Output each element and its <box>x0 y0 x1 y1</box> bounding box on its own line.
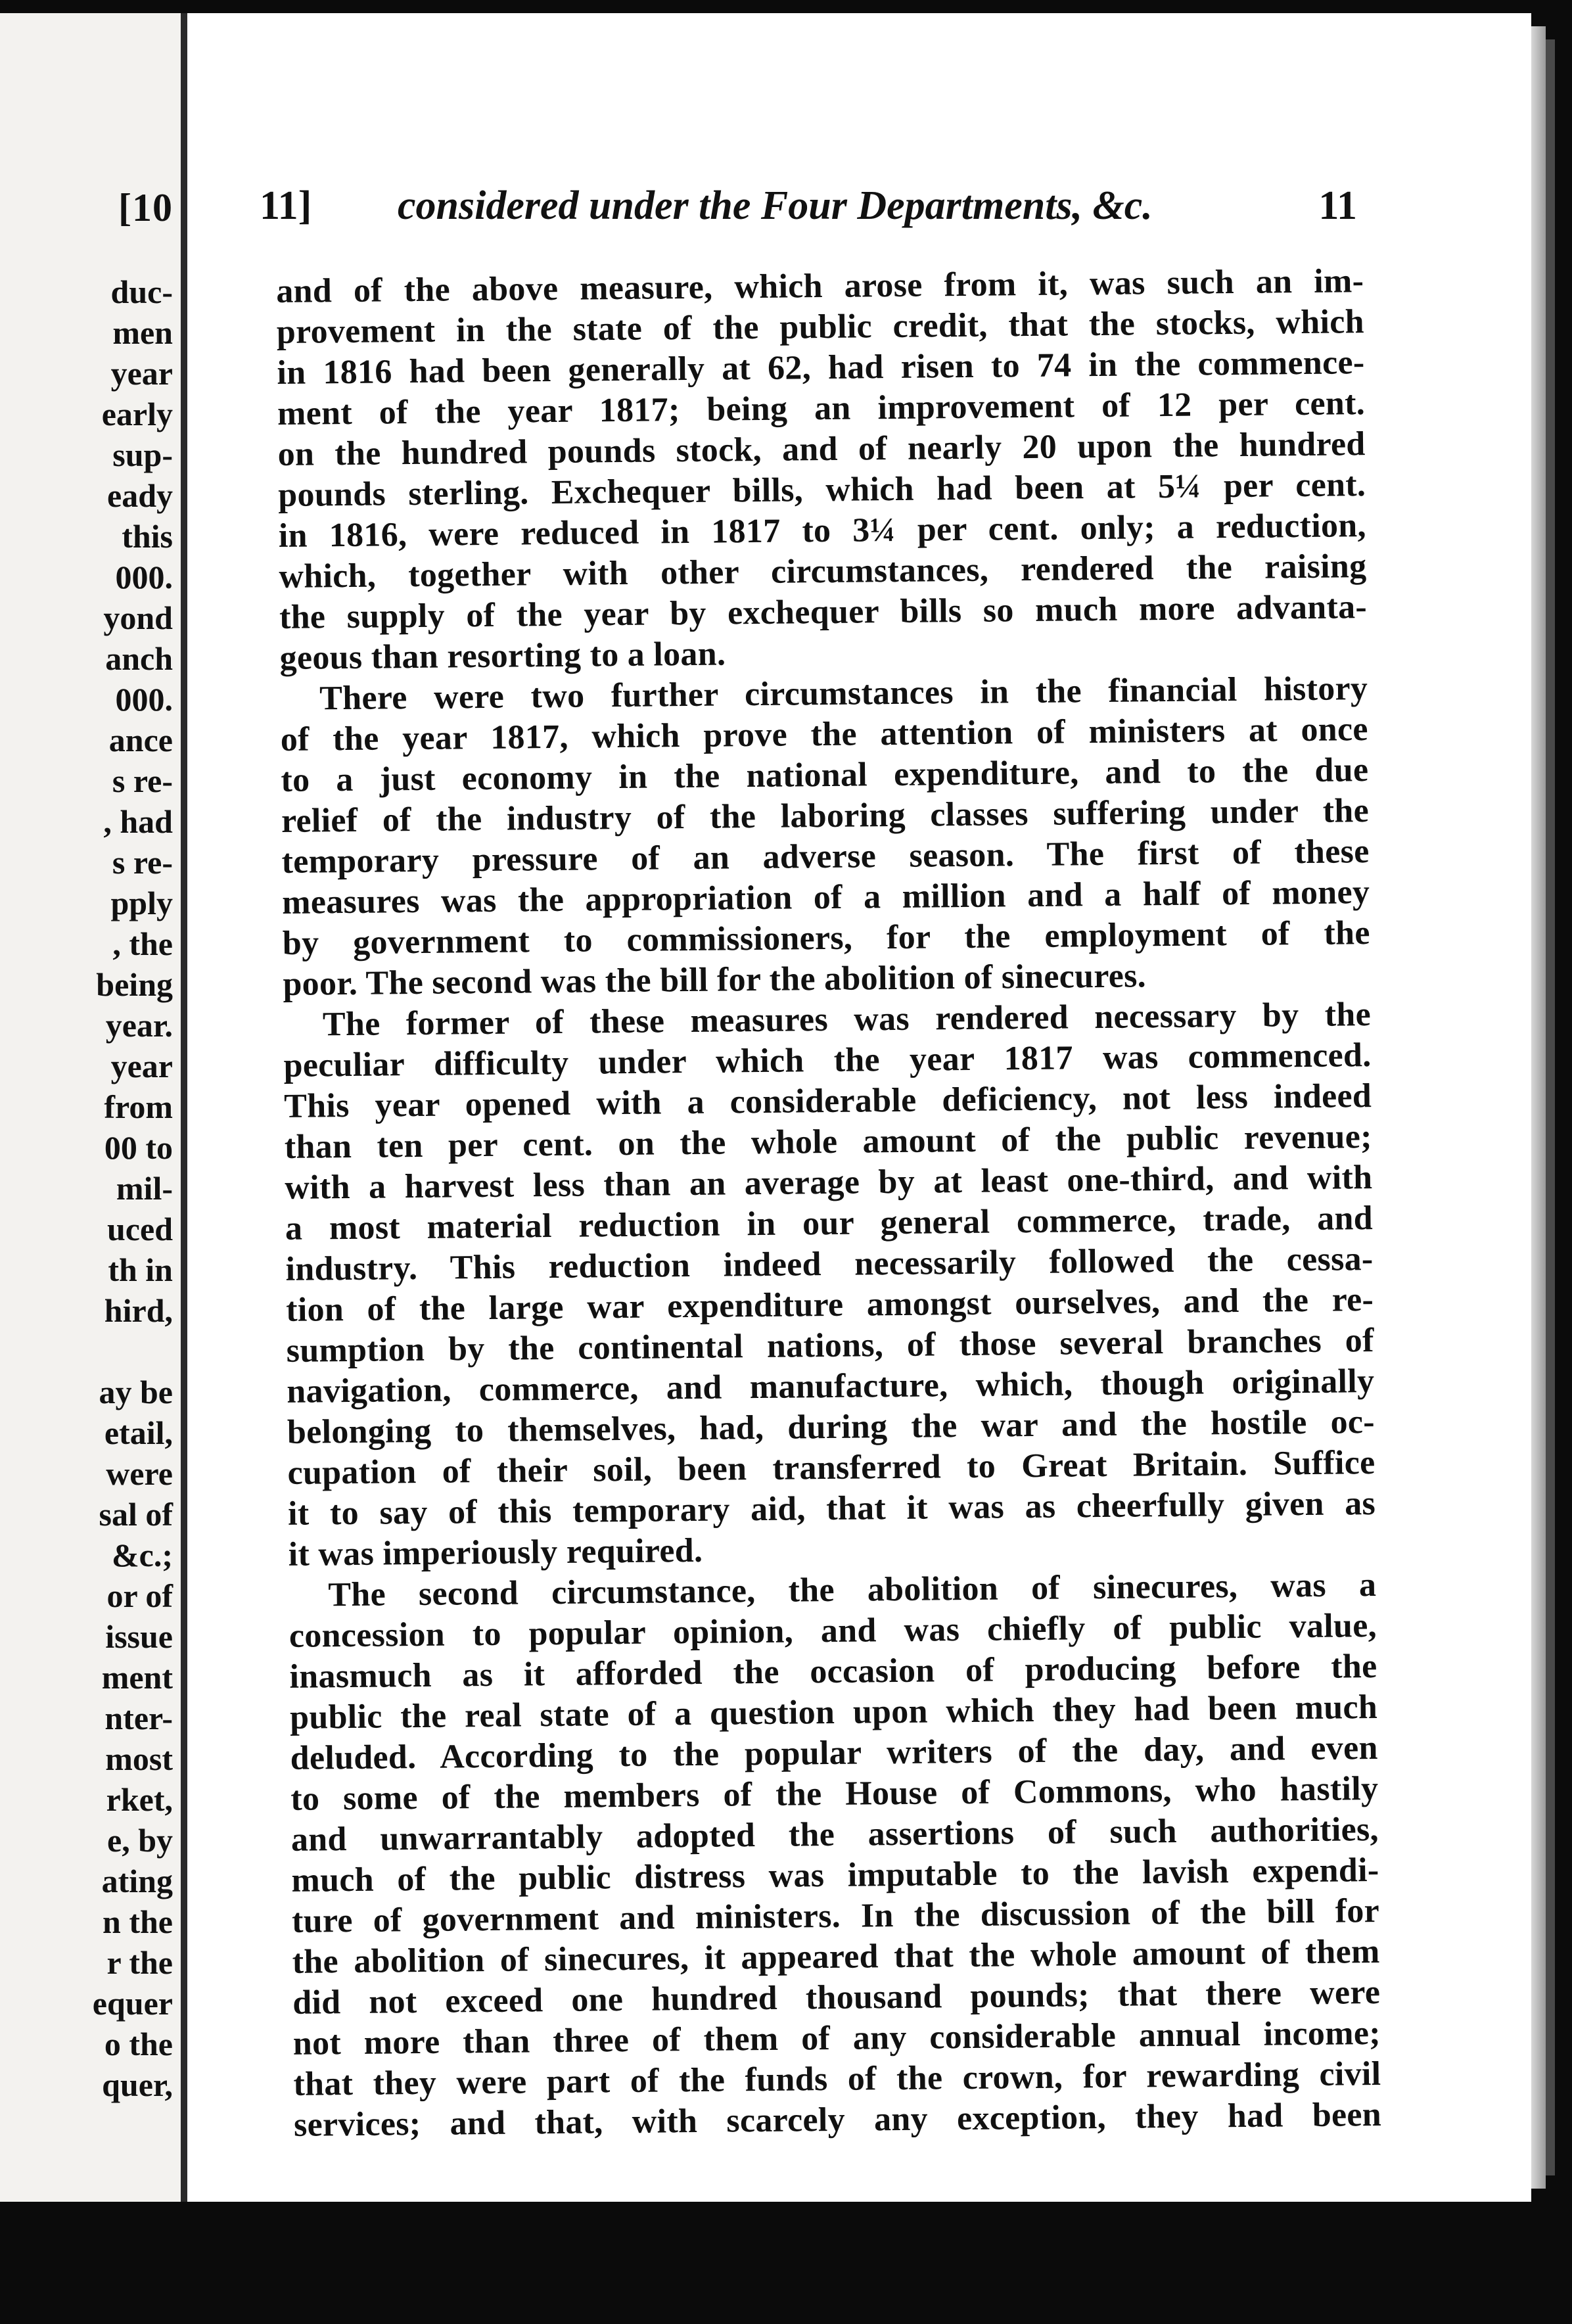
text-line: much of the public distress was imputable to the lavish expendi- <box>291 1851 1379 1899</box>
previous-page-line: sup- <box>112 436 173 473</box>
text-line: in 1816 had been generally at 62, had risen to 74 in the commence- <box>277 344 1365 392</box>
text-line: poor. The second was the bill for the abolition of sinecures. <box>283 957 1147 1003</box>
text-line: ture of government and ministers. In the discussion of the bill for <box>291 1892 1380 1940</box>
book-page <box>187 13 1531 2202</box>
previous-page-text <box>93 271 173 2105</box>
previous-page-line: year <box>110 1048 173 1084</box>
previous-page-line: nter- <box>104 1700 173 1736</box>
previous-page-line: equer <box>92 1985 173 2022</box>
text-line: measures was the appropriation of a million and a half of money <box>281 873 1370 921</box>
previous-page-line: ating <box>101 1863 173 1899</box>
page-number: 11 <box>1318 183 1357 228</box>
text-line: of the year 1817, which prove the attention of ministers at once <box>280 710 1369 758</box>
text-line: This year opened with a considerable deficiency, not less indeed <box>283 1077 1372 1125</box>
text-line: by government to commissioners, for the employment of the <box>282 914 1371 962</box>
previous-page-line: o the <box>104 2026 173 2062</box>
text-line: belonging to themselves, had, during the war and the hostile oc- <box>287 1403 1376 1451</box>
previous-page-line: duc- <box>110 273 173 310</box>
text-line: relief of the industry of the laboring classes suffering under the <box>281 792 1370 840</box>
previous-page-line: were <box>106 1455 173 1492</box>
text-line: The former of these measures was rendered necessary by the <box>322 996 1372 1044</box>
text-line: to some of the members of the House of Commons, who hastily <box>290 1770 1379 1818</box>
previous-page-line: early <box>101 396 173 432</box>
previous-page-line: 000. <box>115 681 173 718</box>
text-line: temporary pressure of an adverse season. The first of these <box>281 833 1370 881</box>
previous-page-line <box>93 1331 173 1372</box>
text-line: geous than resorting to a loan. <box>279 635 726 677</box>
text-line: services; and that, with scarcely any exception, they had been <box>293 2095 1382 2144</box>
previous-page-line: eady <box>107 477 173 514</box>
text-line: it was imperiously required. <box>288 1531 703 1573</box>
book-gutter <box>181 13 187 2202</box>
text-line: it to say of this temporary aid, that it was as cheerfully given as <box>287 1485 1376 1533</box>
previous-page-line: s re- <box>112 762 173 799</box>
text-line: The second circumstance, the abolition of sinecures, was a <box>328 1566 1377 1614</box>
text-line: provement in the state of the public credit, that the stocks, which <box>276 303 1365 351</box>
previous-page-number: [10 <box>118 186 173 229</box>
scan-border <box>0 2202 1572 2324</box>
running-head <box>260 183 1357 235</box>
running-head-title: considered under the Four Departments, &c. <box>398 183 1153 228</box>
previous-page-line: from <box>104 1088 173 1125</box>
previous-page-line: , had <box>103 803 173 840</box>
previous-page-line: mil- <box>116 1170 173 1207</box>
text-line: peculiar difficulty under which the year 1817 was commenced. <box>283 1036 1372 1084</box>
previous-page-line: 00 to <box>104 1129 173 1166</box>
previous-page-line: rket, <box>106 1781 173 1818</box>
previous-page-line: this <box>122 518 173 555</box>
text-line: and of the above measure, which arose from it, was such an im- <box>276 262 1364 310</box>
text-line: industry. This reduction indeed necessarily followed the cessa- <box>285 1240 1374 1288</box>
previous-page-line: sal of <box>99 1496 173 1533</box>
text-line: than ten per cent. on the whole amount of the public revenue; <box>284 1118 1372 1166</box>
previous-page-line: etail, <box>104 1414 173 1451</box>
previous-page-line: ment <box>101 1659 173 1696</box>
text-line: deluded. According to the popular writers of the day, and even <box>290 1729 1378 1777</box>
page-body-text <box>276 261 1381 2146</box>
text-line: the abolition of sinecures, it appeared that the whole amount of them <box>292 1932 1380 1981</box>
previous-page-line: pply <box>110 885 173 921</box>
previous-page <box>0 13 181 2202</box>
previous-page-line: yond <box>103 599 173 636</box>
previous-page-line: uced <box>107 1211 173 1247</box>
page-edge <box>1531 26 1546 2189</box>
previous-page-line: ay be <box>99 1374 173 1410</box>
previous-page-line: r the <box>106 1944 173 1981</box>
text-line: pounds sterling. Exchequer bills, which had been at 5¼ per cent. <box>277 466 1366 514</box>
previous-page-line: &c.; <box>112 1537 173 1573</box>
text-line: ment of the year 1817; being an improvement of 12 per cent. <box>277 384 1366 432</box>
previous-page-line: s re- <box>112 844 173 881</box>
text-line: tion of the large war expenditure amongst ourselves, and the re- <box>285 1281 1374 1329</box>
text-line: in 1816, were reduced in 1817 to 3¼ per cent. only; a reduction, <box>278 507 1367 555</box>
text-line: sumption by the continental nations, of those several branches of <box>286 1322 1374 1370</box>
previous-page-line: th in <box>108 1251 173 1288</box>
text-line: not more than three of them of any considerable annual income; <box>292 2014 1381 2062</box>
text-line: on the hundred pounds stock, and of nearly 20 upon the hundred <box>277 425 1366 473</box>
text-line: public the real state of a question upon which they had been much <box>289 1688 1378 1736</box>
previous-page-line: year. <box>105 1007 173 1044</box>
text-line: a most material reduction in our general commerce, trade, and <box>285 1199 1374 1247</box>
text-line: There were two further circumstances in the financial history <box>319 670 1368 718</box>
text-line: which, together with other circumstances, rendered the raising <box>279 547 1367 595</box>
previous-page-line: 000. <box>115 559 173 595</box>
previous-page-line: quer, <box>102 2066 173 2103</box>
previous-page-line: , the <box>112 925 173 962</box>
previous-page-line: hird, <box>104 1292 173 1329</box>
running-head-left: 11] <box>260 183 312 228</box>
previous-page-line: ance <box>108 722 173 758</box>
text-line: that they were part of the funds of the crown, for rewarding civil <box>293 2055 1381 2103</box>
text-line: and unwarrantably adopted the assertions of such authorities, <box>290 1811 1379 1859</box>
previous-page-line: or of <box>106 1577 173 1614</box>
text-line: the supply of the year by exchequer bills so much more advanta- <box>279 588 1368 636</box>
text-line: to a just economy in the national expenditure, and to the due <box>281 751 1369 799</box>
previous-page-line: year <box>110 355 173 392</box>
text-line: with a harvest less than an average by at least one-third, and with <box>285 1159 1373 1207</box>
previous-page-line: anch <box>105 640 173 677</box>
page-edge-shadow <box>1546 39 1555 2175</box>
previous-page-line: e, by <box>107 1822 173 1859</box>
previous-page-line: men <box>112 314 173 351</box>
text-line: inasmuch as it afforded the occasion of producing before the <box>289 1648 1377 1696</box>
text-line: cupation of their soil, been transferred to Great Britain. Suffice <box>287 1444 1376 1492</box>
previous-page-line: n the <box>103 1903 173 1940</box>
text-line: navigation, commerce, and manufacture, which, though originally <box>287 1362 1375 1410</box>
previous-page-line: most <box>105 1740 173 1777</box>
previous-page-line: issue <box>105 1618 173 1655</box>
text-line: did not exceed one hundred thousand pounds; that there were <box>292 1973 1381 2022</box>
text-line: concession to popular opinion, and was chiefly of public value, <box>289 1607 1377 1655</box>
previous-page-line: being <box>96 966 173 1003</box>
